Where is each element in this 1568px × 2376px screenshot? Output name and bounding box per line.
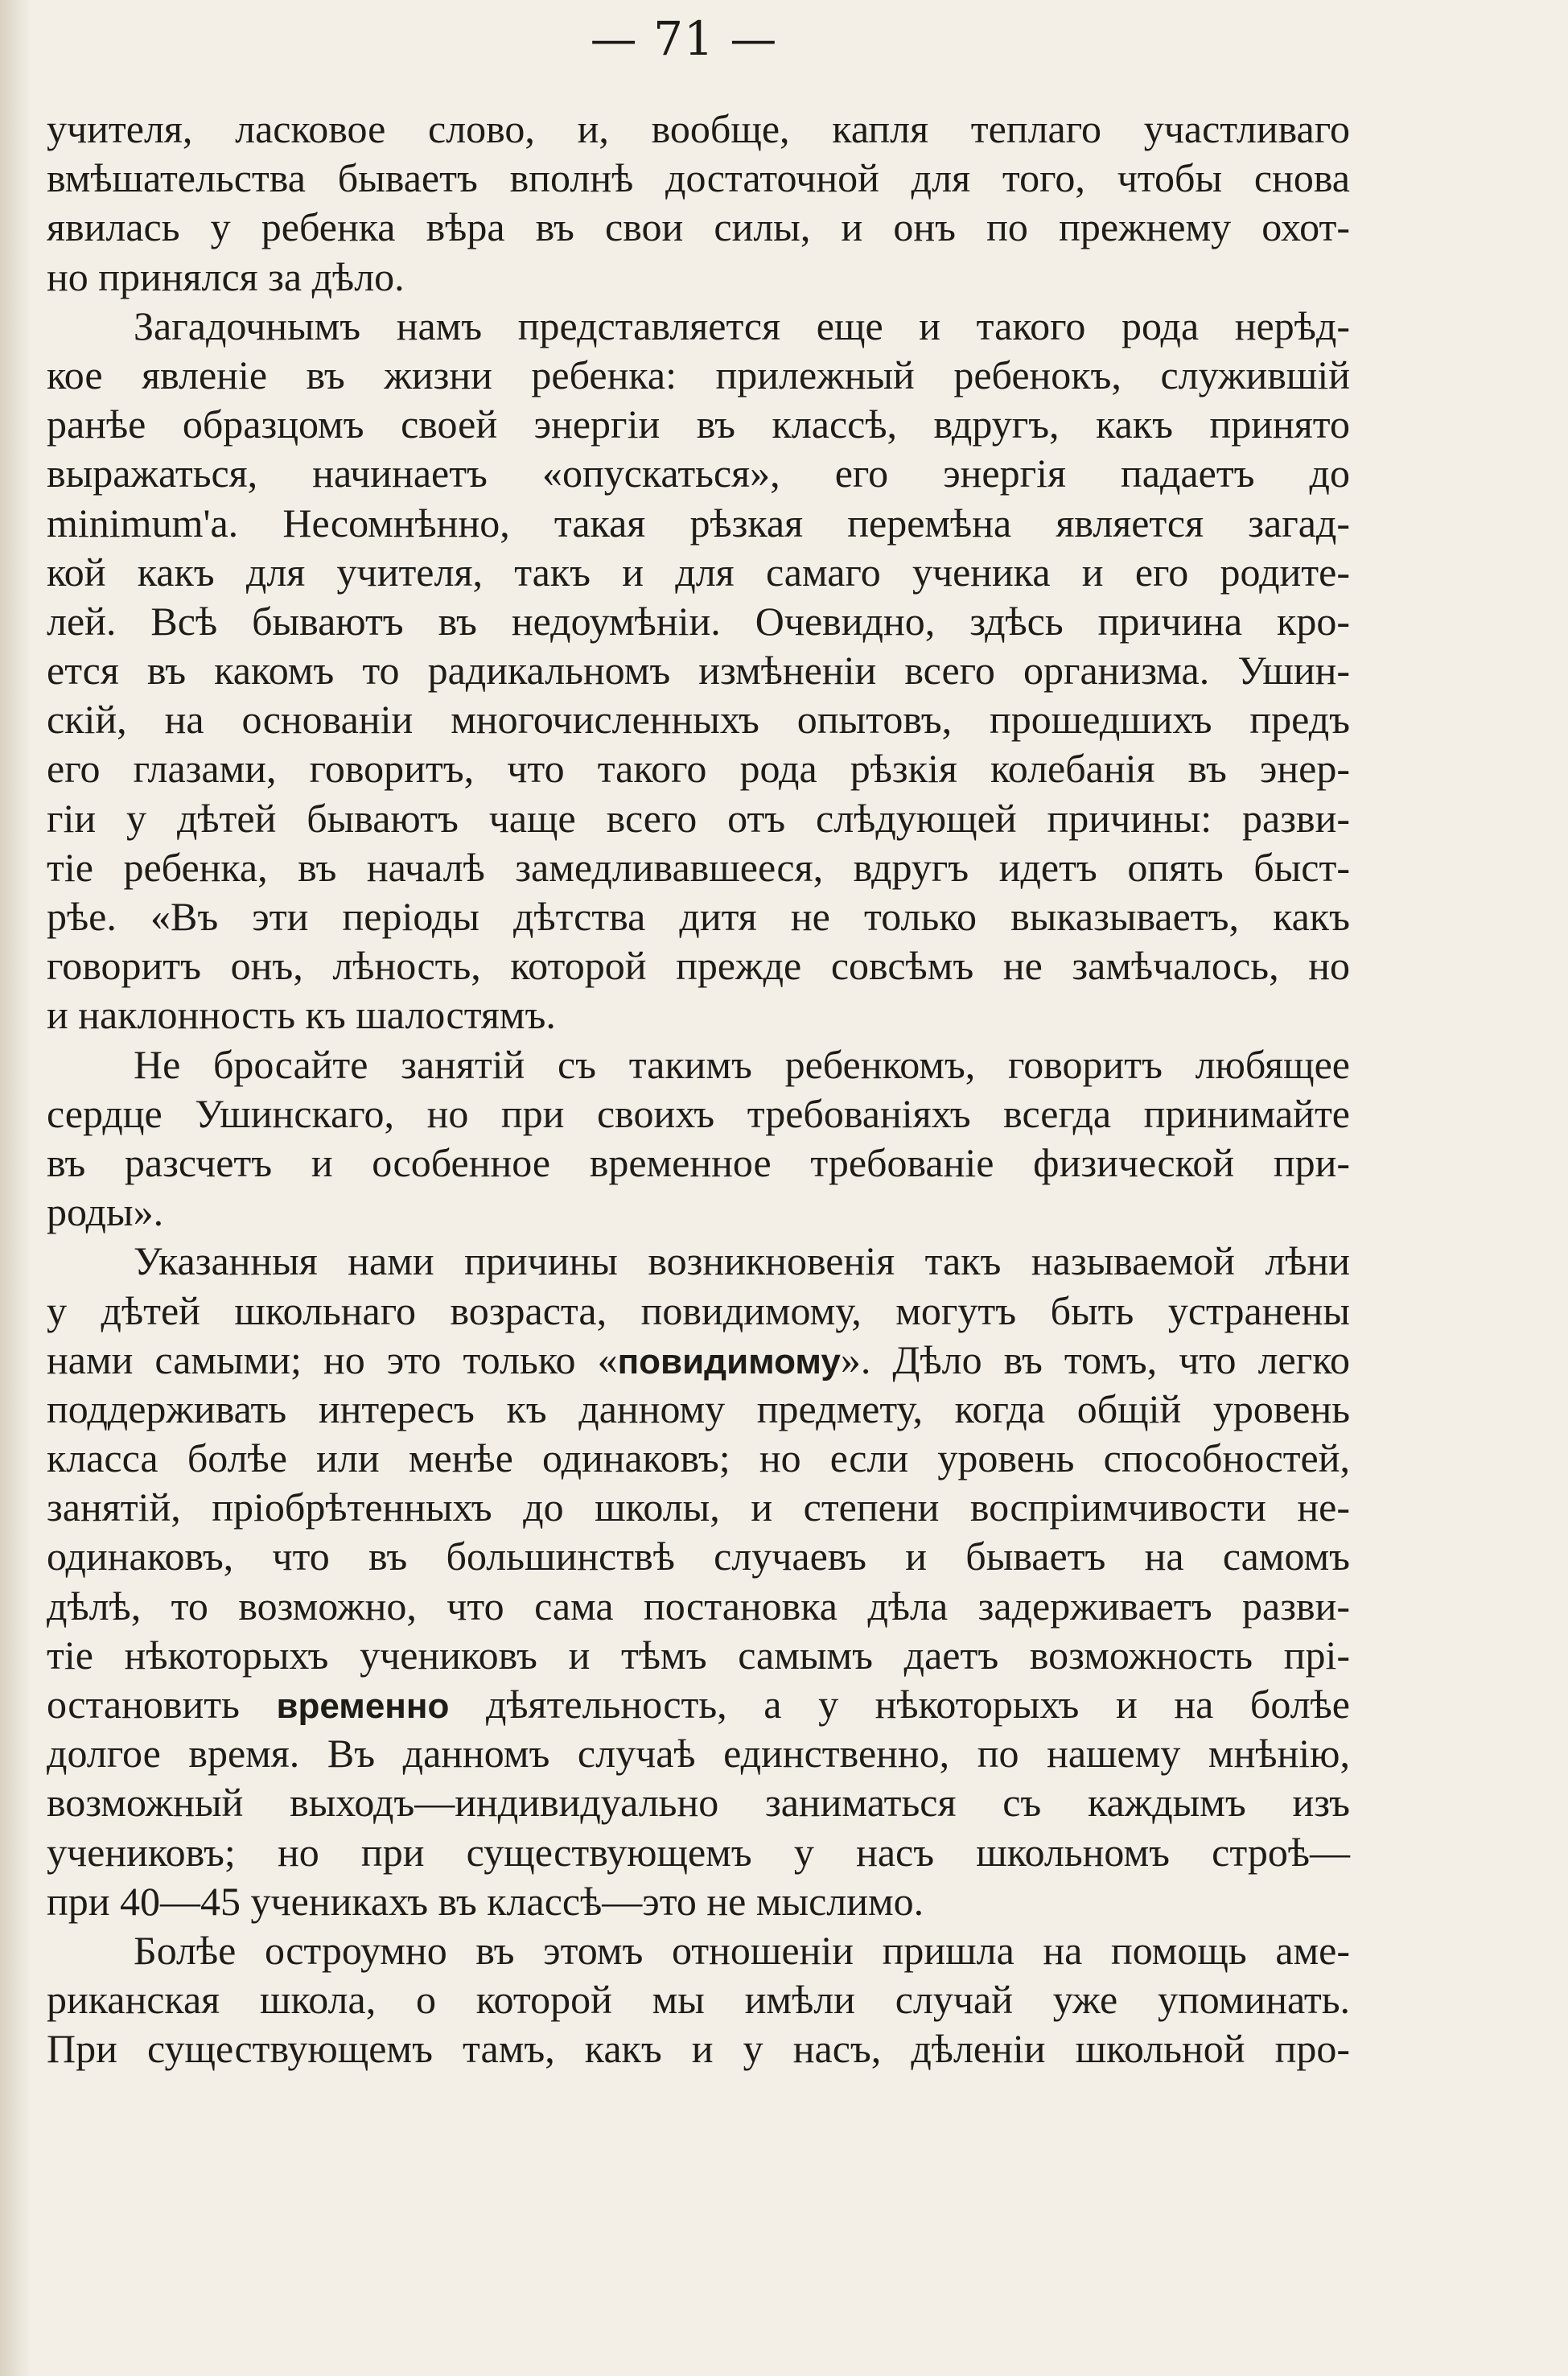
text-line: роды». [47, 1189, 164, 1235]
text-segment: дѣятельность, а у нѣкоторыхъ и на болѣе [449, 1682, 1350, 1727]
text-line: но принялся за дѣло. [47, 253, 405, 299]
text-line: въ разсчетъ и особенное временное требованіе физической при- [47, 1139, 1350, 1185]
text-line: говоритъ онъ, лѣность, которой прежде совсѣмъ не замѣчалось, но [47, 943, 1350, 989]
text-line: возможный выходъ—индивидуально заниматься съ каждымъ изъ [47, 1780, 1350, 1826]
text-line: Загадочнымъ намъ представляется еще и такого рода нерѣд- [134, 303, 1350, 348]
text-segment: ». Дѣло въ томъ, что легко [840, 1336, 1350, 1382]
text-line: учителя, ласковое слово, и, вообще, капля теплаго участливаго [47, 106, 1350, 151]
body-text [47, 105, 1350, 2074]
text-line: Не бросайте занятій съ такимъ ребенкомъ, говоритъ любящее [134, 1041, 1350, 1087]
text-line: дѣлѣ, то возможно, что сама постановка дѣла задерживаетъ разви- [47, 1583, 1350, 1629]
text-line [47, 1336, 1350, 1385]
page-gutter-shadow [0, 0, 31, 2376]
text-segment: остановить [47, 1682, 277, 1727]
text-line: учениковъ; но при существующемъ у насъ школьномъ строѣ— [47, 1829, 1350, 1875]
text-line: при 40—45 ученикахъ въ классѣ—это не мыслимо. [47, 1878, 924, 1924]
text-line: занятій, пріобрѣтенныхъ до школы, и степени воспріимчивости не- [47, 1484, 1350, 1530]
text-line: Болѣе остроумно въ этомъ отношеніи пришла на помощь аме- [134, 1927, 1350, 1973]
text-line: риканская школа, о которой мы имѣли случай уже упоминать. [47, 1977, 1350, 2023]
text-line: кой какъ для учителя, такъ и для самаго ученика и его родите- [47, 549, 1350, 595]
text-line: и наклонность къ шалостямъ. [47, 992, 556, 1038]
text-line: рѣе. «Въ эти періоды дѣтства дитя не только выказываетъ, какъ [47, 894, 1350, 939]
text-line: вмѣшательства бываетъ вполнѣ достаточной для того, чтобы снова [47, 155, 1350, 201]
text-line: гіи у дѣтей бываютъ чаще всего отъ слѣдующей причины: разви- [47, 795, 1350, 841]
text-line: долгое время. Въ данномъ случаѣ единственно, по нашему мнѣнію, [47, 1731, 1350, 1777]
text-line: minimum'a. Несомнѣнно, такая рѣзкая перемѣна является загад- [47, 500, 1350, 546]
text-line: одинаковъ, что въ большинствѣ случаевъ и бываетъ на самомъ [47, 1534, 1350, 1579]
text-line [47, 1680, 1350, 1729]
text-line: поддерживать интересъ къ данному предмету, когда общій уровень [47, 1386, 1350, 1431]
emphasized-word: повидимому [617, 1341, 841, 1382]
text-line: лей. Всѣ бываютъ въ недоумѣніи. Очевидно, здѣсь причина кро- [47, 598, 1350, 644]
text-line: явилась у ребенка вѣра въ свои силы, и онъ по прежнему охот- [47, 204, 1350, 250]
text-line: у дѣтей школьнаго возраста, повидимому, могутъ быть устранены [47, 1287, 1350, 1333]
text-line: тіе нѣкоторыхъ учениковъ и тѣмъ самымъ даетъ возможность прі- [47, 1632, 1350, 1678]
text-line: Указанныя нами причины возникновенія такъ называемой лѣни [134, 1238, 1350, 1284]
text-line: класса болѣе или менѣе одинаковъ; но если уровень способностей, [47, 1435, 1350, 1481]
text-line: сердце Ушинскаго, но при своихъ требованіяхъ всегда принимайте [47, 1090, 1350, 1136]
text-line: тіе ребенка, въ началѣ замедливавшееся, вдругъ идетъ опять быст- [47, 844, 1350, 890]
emphasized-word: временно [276, 1686, 450, 1726]
text-line: ранѣе образцомъ своей энергіи въ классѣ, вдругъ, какъ принято [47, 401, 1350, 447]
text-line: выражаться, начинаетъ «опускаться», его энергія падаетъ до [47, 451, 1350, 496]
page-number: — 71 — [590, 11, 778, 66]
text-line: При существующемъ тамъ, какъ и у насъ, дѣленіи школьной про- [47, 2026, 1350, 2072]
text-line: кое явленіе въ жизни ребенка: прилежный ребенокъ, служившій [47, 352, 1350, 397]
text-line: ется въ какомъ то радикальномъ измѣненіи всего организма. Ушин- [47, 648, 1350, 694]
text-segment: нами самыми; но это только « [47, 1336, 618, 1382]
text-line: его глазами, говоритъ, что такого рода рѣзкія колебанія въ энер- [47, 746, 1350, 792]
text-line: скій, на основаніи многочисленныхъ опытовъ, прошедшихъ предъ [47, 697, 1350, 743]
